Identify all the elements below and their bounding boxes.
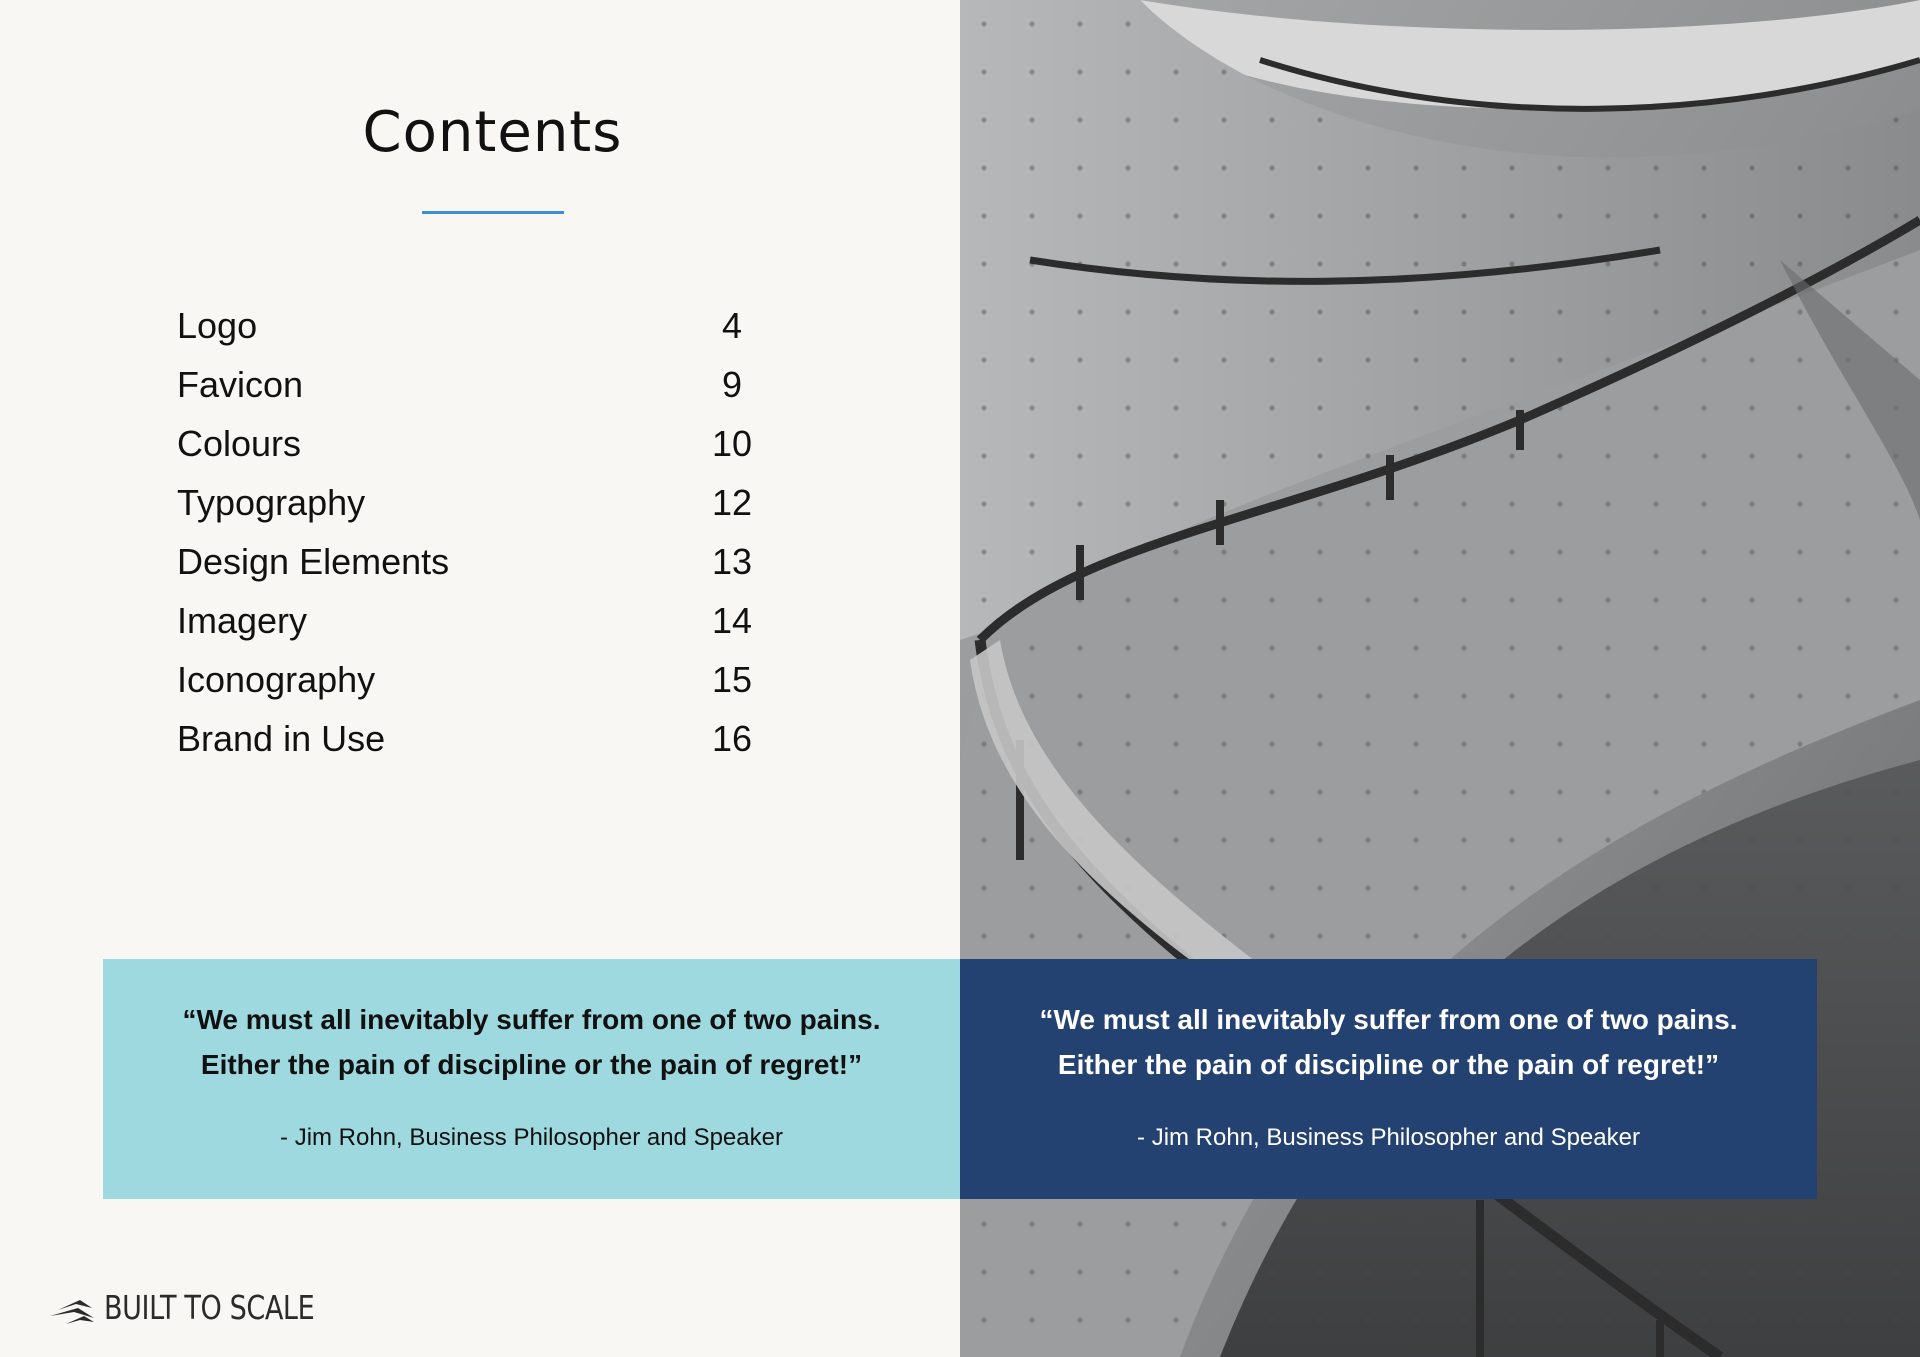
quote-line-1: “We must all inevitably suffer from one of two pains.	[1039, 1004, 1738, 1035]
toc-item-favicon[interactable]	[177, 355, 777, 414]
toc-item-iconography[interactable]	[177, 650, 777, 709]
quote-line-2: Either the pain of discipline or the pain of regret!”	[1057, 1049, 1720, 1080]
toc-page-number: 13	[711, 541, 753, 582]
toc-label: Brand in Use	[177, 718, 386, 759]
table-of-contents	[177, 296, 777, 768]
quote-card-light	[103, 959, 960, 1199]
toc-page-number: 15	[711, 659, 753, 700]
toc-label: Colours	[177, 423, 302, 464]
toc-item-colours[interactable]	[177, 414, 777, 473]
quote-author: - Jim Rohn, Business Philosopher and Speaker	[280, 1124, 783, 1151]
toc-label: Imagery	[177, 600, 308, 641]
quote-text	[960, 997, 1817, 1087]
page-title: Contents	[362, 100, 623, 165]
quote-text	[103, 997, 960, 1087]
toc-label: Typography	[177, 482, 366, 523]
toc-page-number: 10	[711, 423, 753, 464]
quote-line-1: “We must all inevitably suffer from one of two pains.	[182, 1004, 881, 1035]
toc-page-number: 9	[721, 364, 743, 405]
toc-item-logo[interactable]	[177, 296, 777, 355]
toc-item-typography[interactable]	[177, 473, 777, 532]
toc-label: Favicon	[177, 364, 304, 405]
title-underline	[422, 211, 564, 214]
toc-page-number: 4	[721, 305, 743, 346]
quote-line-2: Either the pain of discipline or the pain of regret!”	[200, 1049, 863, 1080]
toc-label: Iconography	[177, 659, 376, 700]
toc-item-imagery[interactable]	[177, 591, 777, 650]
quote-author: - Jim Rohn, Business Philosopher and Speaker	[1137, 1124, 1640, 1151]
brand-logo-icon	[48, 1288, 96, 1326]
brand-logo	[48, 1285, 360, 1329]
brand-name: BUILT TO SCALE	[104, 1287, 315, 1327]
toc-item-design-elements[interactable]	[177, 532, 777, 591]
toc-label: Design Elements	[177, 541, 450, 582]
quote-card-dark	[960, 959, 1817, 1199]
toc-page-number: 14	[711, 600, 753, 641]
toc-label: Logo	[177, 305, 258, 346]
toc-page-number: 16	[711, 718, 753, 759]
toc-item-brand-in-use[interactable]	[177, 709, 777, 768]
toc-page-number: 12	[711, 482, 753, 523]
